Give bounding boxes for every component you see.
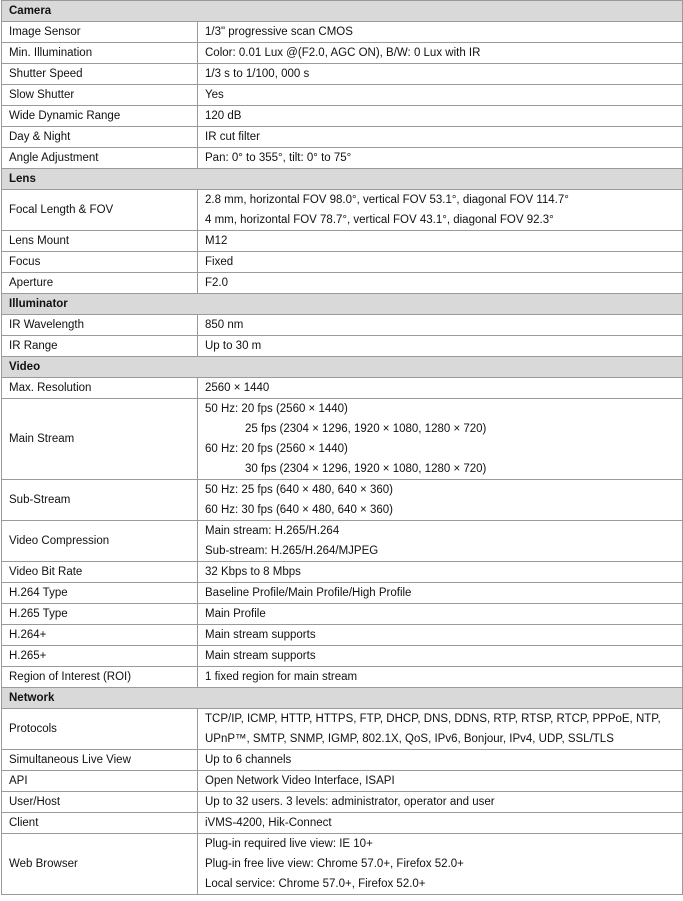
spec-value-line: Main stream: H.265/H.264 bbox=[205, 525, 340, 537]
spec-value bbox=[198, 562, 683, 583]
spec-label: Angle Adjustment bbox=[2, 148, 198, 169]
spec-value-line: 60 Hz: 30 fps (640 × 480, 640 × 360) bbox=[205, 504, 393, 516]
spec-label: Simultaneous Live View bbox=[2, 750, 198, 771]
spec-value-line: F2.0 bbox=[205, 277, 229, 289]
spec-value bbox=[198, 709, 683, 750]
spec-value-line: Plug-in required live view: IE 10+ bbox=[205, 838, 373, 850]
spec-value-line: TCP/IP, ICMP, HTTP, HTTPS, FTP, DHCP, DNS, DDNS, RTP, RTSP, RTCP, PPPoE, NTP, bbox=[205, 713, 661, 725]
spec-value-line: Up to 30 m bbox=[205, 340, 262, 352]
spec-label: Min. Illumination bbox=[2, 43, 198, 64]
spec-value bbox=[198, 252, 683, 273]
spec-label: Video Compression bbox=[2, 521, 198, 562]
spec-label: API bbox=[2, 771, 198, 792]
spec-value-line: 850 nm bbox=[205, 319, 244, 331]
spec-value bbox=[198, 315, 683, 336]
spec-value bbox=[198, 64, 683, 85]
spec-value-line: 120 dB bbox=[205, 110, 242, 122]
spec-value bbox=[198, 399, 683, 480]
spec-row bbox=[2, 521, 683, 562]
spec-label: Protocols bbox=[2, 709, 198, 750]
spec-value bbox=[198, 106, 683, 127]
spec-value bbox=[198, 583, 683, 604]
spec-row bbox=[2, 480, 683, 521]
spec-row bbox=[2, 22, 683, 43]
spec-row bbox=[2, 813, 683, 834]
spec-label: H.264+ bbox=[2, 625, 198, 646]
spec-row bbox=[2, 399, 683, 480]
spec-label: Shutter Speed bbox=[2, 64, 198, 85]
spec-value bbox=[198, 667, 683, 688]
spec-label: Focal Length & FOV bbox=[2, 190, 198, 231]
spec-row bbox=[2, 315, 683, 336]
spec-value-line: iVMS-4200, Hik-Connect bbox=[205, 817, 332, 829]
spec-label: Main Stream bbox=[2, 399, 198, 480]
spec-row bbox=[2, 378, 683, 399]
spec-table-body bbox=[2, 1, 683, 895]
spec-value-line: Up to 32 users. 3 levels: administrator, operator and user bbox=[205, 796, 495, 808]
spec-label: Lens Mount bbox=[2, 231, 198, 252]
spec-label: H.265+ bbox=[2, 646, 198, 667]
spec-row bbox=[2, 148, 683, 169]
spec-row bbox=[2, 273, 683, 294]
spec-value-line: Pan: 0° to 355°, tilt: 0° to 75° bbox=[205, 152, 352, 164]
spec-value bbox=[198, 521, 683, 562]
spec-value-line: 2560 × 1440 bbox=[205, 382, 270, 394]
section-title: Lens bbox=[2, 169, 683, 190]
spec-table bbox=[1, 0, 683, 895]
spec-label: Image Sensor bbox=[2, 22, 198, 43]
spec-label: H.264 Type bbox=[2, 583, 198, 604]
spec-value bbox=[198, 480, 683, 521]
spec-row bbox=[2, 625, 683, 646]
spec-value-line: 1 fixed region for main stream bbox=[205, 671, 358, 683]
spec-label: Video Bit Rate bbox=[2, 562, 198, 583]
spec-label: H.265 Type bbox=[2, 604, 198, 625]
spec-value-line: 50 Hz: 25 fps (640 × 480, 640 × 360) bbox=[205, 484, 393, 496]
spec-value-line: UPnP™, SMTP, SNMP, IGMP, 802.1X, QoS, IPv6, Bonjour, IPv4, UDP, SSL/TLS bbox=[205, 733, 614, 745]
spec-value-line: 30 fps (2304 × 1296, 1920 × 1080, 1280 × 720) bbox=[245, 463, 487, 475]
spec-value-line: M12 bbox=[205, 235, 228, 247]
spec-row bbox=[2, 709, 683, 750]
spec-row bbox=[2, 336, 683, 357]
section-header bbox=[2, 688, 683, 709]
spec-value-line: Color: 0.01 Lux @(F2.0, AGC ON), B/W: 0 Lux with IR bbox=[205, 47, 481, 59]
spec-value bbox=[198, 273, 683, 294]
spec-value-line: Yes bbox=[205, 89, 224, 101]
spec-value bbox=[198, 646, 683, 667]
spec-row bbox=[2, 190, 683, 231]
spec-value bbox=[198, 43, 683, 64]
spec-row bbox=[2, 583, 683, 604]
spec-row bbox=[2, 85, 683, 106]
spec-row bbox=[2, 646, 683, 667]
spec-row bbox=[2, 231, 683, 252]
spec-label: IR Wavelength bbox=[2, 315, 198, 336]
spec-value-line: 1/3" progressive scan CMOS bbox=[205, 26, 353, 38]
spec-value bbox=[198, 378, 683, 399]
spec-value-line: Open Network Video Interface, ISAPI bbox=[205, 775, 395, 787]
spec-value-line: 50 Hz: 20 fps (2560 × 1440) bbox=[205, 403, 348, 415]
spec-value bbox=[198, 792, 683, 813]
spec-label: Client bbox=[2, 813, 198, 834]
section-header bbox=[2, 1, 683, 22]
spec-value bbox=[198, 190, 683, 231]
spec-value bbox=[198, 604, 683, 625]
spec-label: User/Host bbox=[2, 792, 198, 813]
spec-label: Focus bbox=[2, 252, 198, 273]
spec-label: Wide Dynamic Range bbox=[2, 106, 198, 127]
spec-value bbox=[198, 750, 683, 771]
spec-value-line: Fixed bbox=[205, 256, 234, 268]
section-header bbox=[2, 294, 683, 315]
spec-value bbox=[198, 834, 683, 895]
spec-label: IR Range bbox=[2, 336, 198, 357]
section-title: Video bbox=[2, 357, 683, 378]
spec-label: Region of Interest (ROI) bbox=[2, 667, 198, 688]
spec-value-line: 32 Kbps to 8 Mbps bbox=[205, 566, 301, 578]
spec-value-line: Main stream supports bbox=[205, 650, 316, 662]
spec-label: Day & Night bbox=[2, 127, 198, 148]
spec-row bbox=[2, 792, 683, 813]
spec-row bbox=[2, 771, 683, 792]
spec-value bbox=[198, 231, 683, 252]
spec-value bbox=[198, 127, 683, 148]
spec-value-line: 2.8 mm, horizontal FOV 98.0°, vertical FOV 53.1°, diagonal FOV 114.7° bbox=[205, 194, 569, 206]
spec-label: Web Browser bbox=[2, 834, 198, 895]
spec-value-line: Plug-in free live view: Chrome 57.0+, Firefox 52.0+ bbox=[205, 858, 464, 870]
spec-value-line: Baseline Profile/Main Profile/High Profile bbox=[205, 587, 412, 599]
spec-value bbox=[198, 813, 683, 834]
spec-value bbox=[198, 22, 683, 43]
spec-label: Max. Resolution bbox=[2, 378, 198, 399]
spec-value-line: 60 Hz: 20 fps (2560 × 1440) bbox=[205, 443, 348, 455]
spec-row bbox=[2, 834, 683, 895]
section-title: Illuminator bbox=[2, 294, 683, 315]
spec-value-line: Main Profile bbox=[205, 608, 266, 620]
section-title: Network bbox=[2, 688, 683, 709]
spec-value-line: Main stream supports bbox=[205, 629, 316, 641]
spec-label: Sub-Stream bbox=[2, 480, 198, 521]
spec-value bbox=[198, 336, 683, 357]
section-header bbox=[2, 169, 683, 190]
spec-row bbox=[2, 64, 683, 85]
spec-row bbox=[2, 604, 683, 625]
spec-value bbox=[198, 771, 683, 792]
section-header bbox=[2, 357, 683, 378]
spec-row bbox=[2, 667, 683, 688]
spec-value-line: 4 mm, horizontal FOV 78.7°, vertical FOV 43.1°, diagonal FOV 92.3° bbox=[205, 214, 554, 226]
spec-value bbox=[198, 85, 683, 106]
spec-row bbox=[2, 43, 683, 64]
spec-value-line: Sub-stream: H.265/H.264/MJPEG bbox=[205, 545, 379, 557]
spec-row bbox=[2, 562, 683, 583]
spec-row bbox=[2, 127, 683, 148]
spec-value-line: IR cut filter bbox=[205, 131, 260, 143]
spec-row bbox=[2, 750, 683, 771]
spec-label: Aperture bbox=[2, 273, 198, 294]
spec-row bbox=[2, 106, 683, 127]
section-title: Camera bbox=[2, 1, 683, 22]
spec-value-line: 25 fps (2304 × 1296, 1920 × 1080, 1280 × 720) bbox=[245, 423, 487, 435]
spec-value bbox=[198, 625, 683, 646]
spec-label: Slow Shutter bbox=[2, 85, 198, 106]
spec-value-line: Local service: Chrome 57.0+, Firefox 52.0+ bbox=[205, 878, 426, 890]
spec-value-line: 1/3 s to 1/100, 000 s bbox=[205, 68, 310, 80]
spec-value-line: Up to 6 channels bbox=[205, 754, 292, 766]
spec-row bbox=[2, 252, 683, 273]
spec-value bbox=[198, 148, 683, 169]
